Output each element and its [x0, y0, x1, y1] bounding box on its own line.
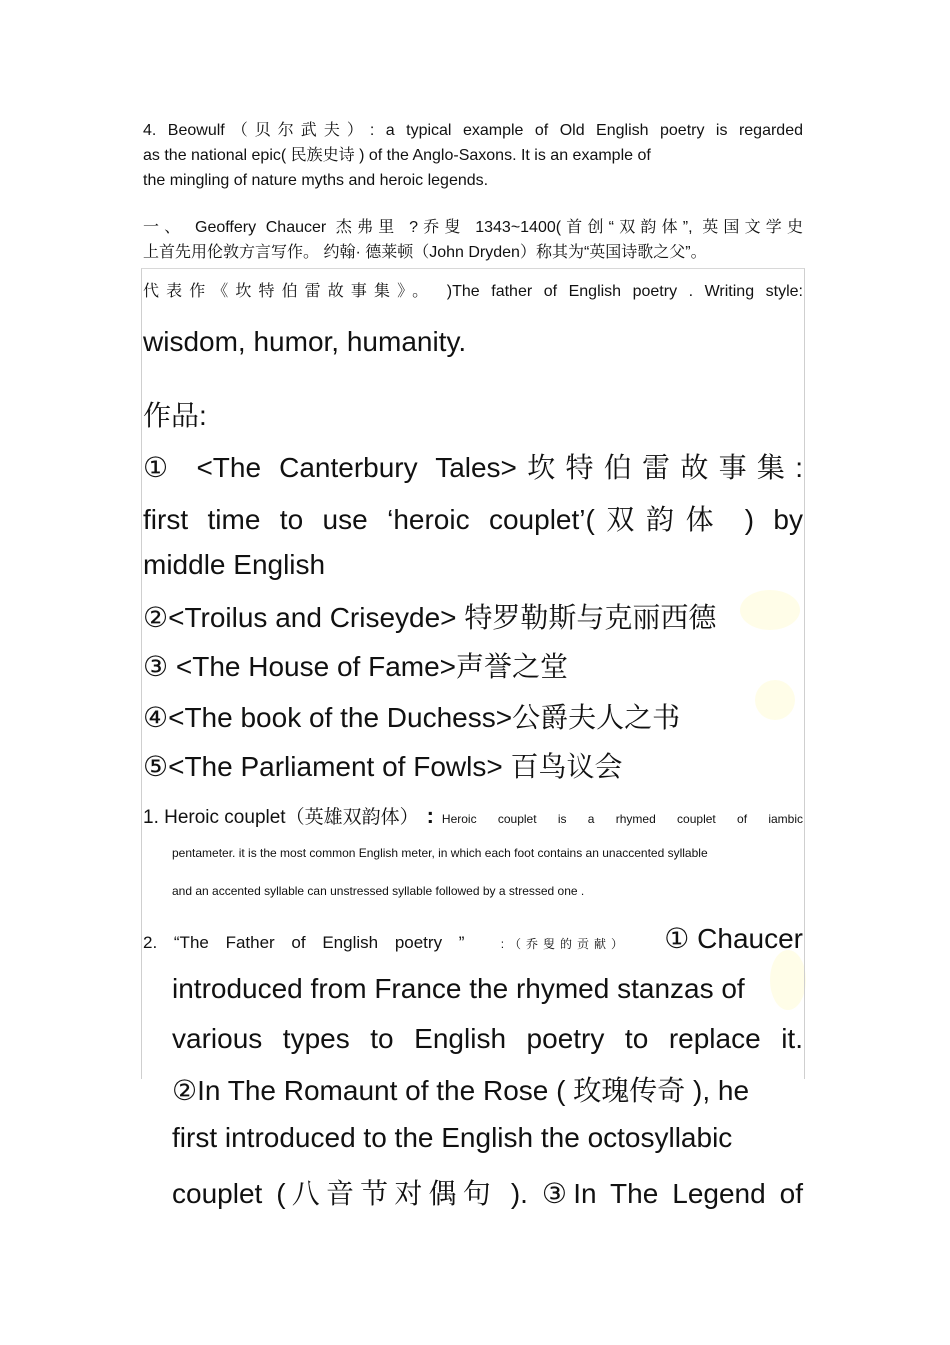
chaucer-paragraph [143, 215, 803, 265]
work-item: ③ <The House of Fame>声誉之堂 [143, 651, 569, 682]
text-line: the mingling of nature myths and heroic legends. [143, 172, 489, 189]
work-item: middle English [143, 549, 326, 580]
note-text: Heroic couplet is a rhymed couplet of iambic [441, 812, 803, 826]
note-text: introduced from France the rhymed stanzas of [172, 973, 745, 1004]
note-text: first introduced to the English the octosyllabic [172, 1122, 733, 1153]
note-colon: : [426, 803, 434, 828]
note-text: couplet (八音节对偶句 ). ③In The Legend of [172, 1178, 803, 1209]
text-line: as the national epic( 民族史诗 ) of the Anglo-Saxons. It is an example of [143, 147, 651, 164]
work-item: ④<The book of the Duchess>公爵夫人之书 [143, 702, 681, 733]
note-text: pentameter. it is the most common English meter, in which each foot contains an unaccented syllable [172, 846, 708, 860]
work-item: ⑤<The Parliament of Fowls> 百鸟议会 [143, 751, 623, 782]
note-text: and an accented syllable can unstressed syllable followed by a stressed one . [172, 884, 585, 898]
note-father-of-poetry [143, 922, 803, 955]
note-text: ① Chaucer [664, 923, 803, 954]
text-line: 代表作《坎特伯雷故事集》。 )The father of English poetry . Writing style: [143, 283, 803, 300]
note-text: ②In The Romaunt of the Rose ( 玫瑰传奇 ), he [172, 1075, 750, 1106]
work-item: ① <The Canterbury Tales>坎特伯雷故事集: [143, 452, 803, 483]
work-item: first time to use ‘heroic couplet’(双韵体 ) by [143, 504, 803, 535]
note-heroic-couplet [143, 802, 803, 829]
note-text: various types to English poetry to replace it. [172, 1023, 803, 1054]
text-line: 4. Beowulf（贝尔武夫）: a typical example of Old English poetry is regarded [143, 122, 803, 139]
works-heading: 作品: [143, 400, 207, 431]
text-line: 一、 Geoffery Chaucer 杰弗里 ?乔叟 1343~1400(首创“双韵体”, 英国文学史 [143, 219, 803, 236]
writing-style: wisdom, humor, humanity. [143, 326, 467, 357]
note-aside: :（乔叟的贡献） [500, 937, 629, 951]
note-label: 2. “The Father of English poetry ” [143, 933, 465, 952]
note-label: 1. Heroic couplet（英雄双韵体） [143, 807, 419, 828]
beowulf-paragraph [143, 118, 803, 193]
work-item: ②<Troilus and Criseyde> 特罗勒斯与克丽西德 [143, 602, 717, 633]
text-line: 上首先用伦敦方言写作。 约翰· 德莱顿（John Dryden）称其为“英国诗歌之父”。 [143, 244, 707, 261]
